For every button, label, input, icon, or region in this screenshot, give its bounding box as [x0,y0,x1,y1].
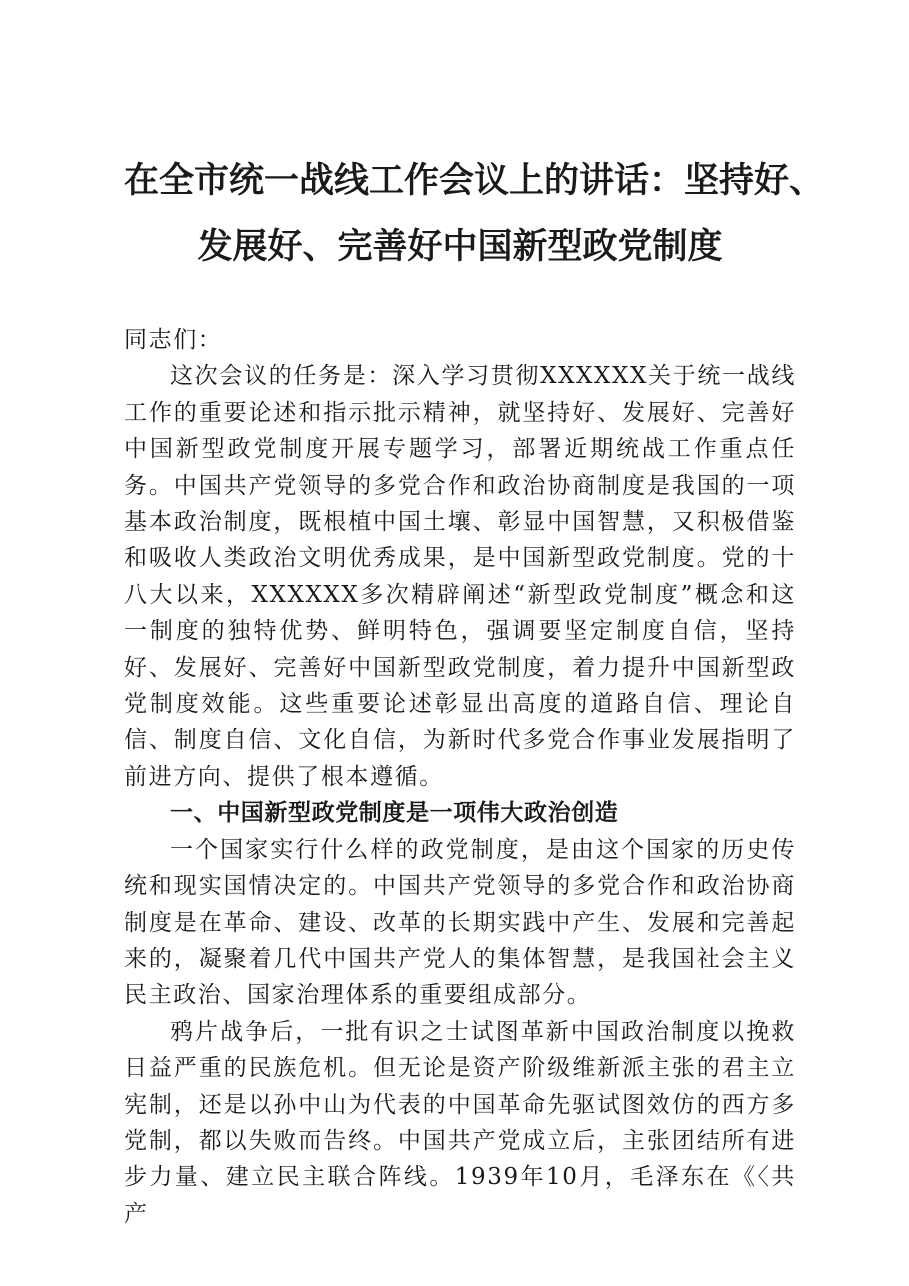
title-line-1: 在全市统一战线工作会议上的讲话：坚持好、 [124,161,825,201]
section-paragraph: 一个国家实行什么样的政党制度，是由这个国家的历史传统和现实国情决定的。中国共产党领导的多党合作和政治协商制度是在革命、建设、改革的长期实践中产生、发展和完善起来的，凝聚着几代中国共产党人的集体智慧，是我国社会主义民主政治、国家治理体系的重要组成部分。 [124,836,796,1009]
document-body [124,322,796,1232]
title-line-2: 发展好、完善好中国新型政党制度 [197,227,723,267]
section-heading: 一、中国新型政党制度是一项伟大政治创造 [170,800,619,827]
intro-paragraph: 这次会议的任务是：深入学习贯彻XXXXXX关于统一战线工作的重要论述和指示批示精神，就坚持好、发展好、完善好中国新型政党制度开展专题学习，部署近期统战工作重点任务。中国共产党领导的多党合作和政治协商制度是我国的一项基本政治制度，既根植中国土壤、彰显中国智慧，又积极借鉴和吸收人类政治文明优秀成果，是中国新型政党制度。党的十八大以来，XXXXXX多次精辟阐述“新型政党制度”概念和这一制度的独特优势、鲜明特色，强调要坚定制度自信，坚持好、发展好、完善好中国新型政党制度，着力提升中国新型政党制度效能。这些重要论述彰显出高度的道路自信、理论自信、制度自信、文化自信，为新时代多党合作事业发展指明了前进方向、提供了根本遵循。 [124,363,796,790]
salutation: 同志们： [124,327,223,353]
document-page [124,148,825,1232]
document-title [124,148,825,280]
section-paragraph: 鸦片战争后，一批有识之士试图革新中国政治制度以挽救日益严重的民族危机。但无论是资产阶级维新派主张的君主立宪制，还是以孙中山为代表的中国革命先驱试图效仿的西方多党制，都以失败而告终。中国共产党成立后，主张团结所有进步力量、建立民主联合阵线。1939年10月，毛泽东在《〈共产 [124,1018,796,1227]
